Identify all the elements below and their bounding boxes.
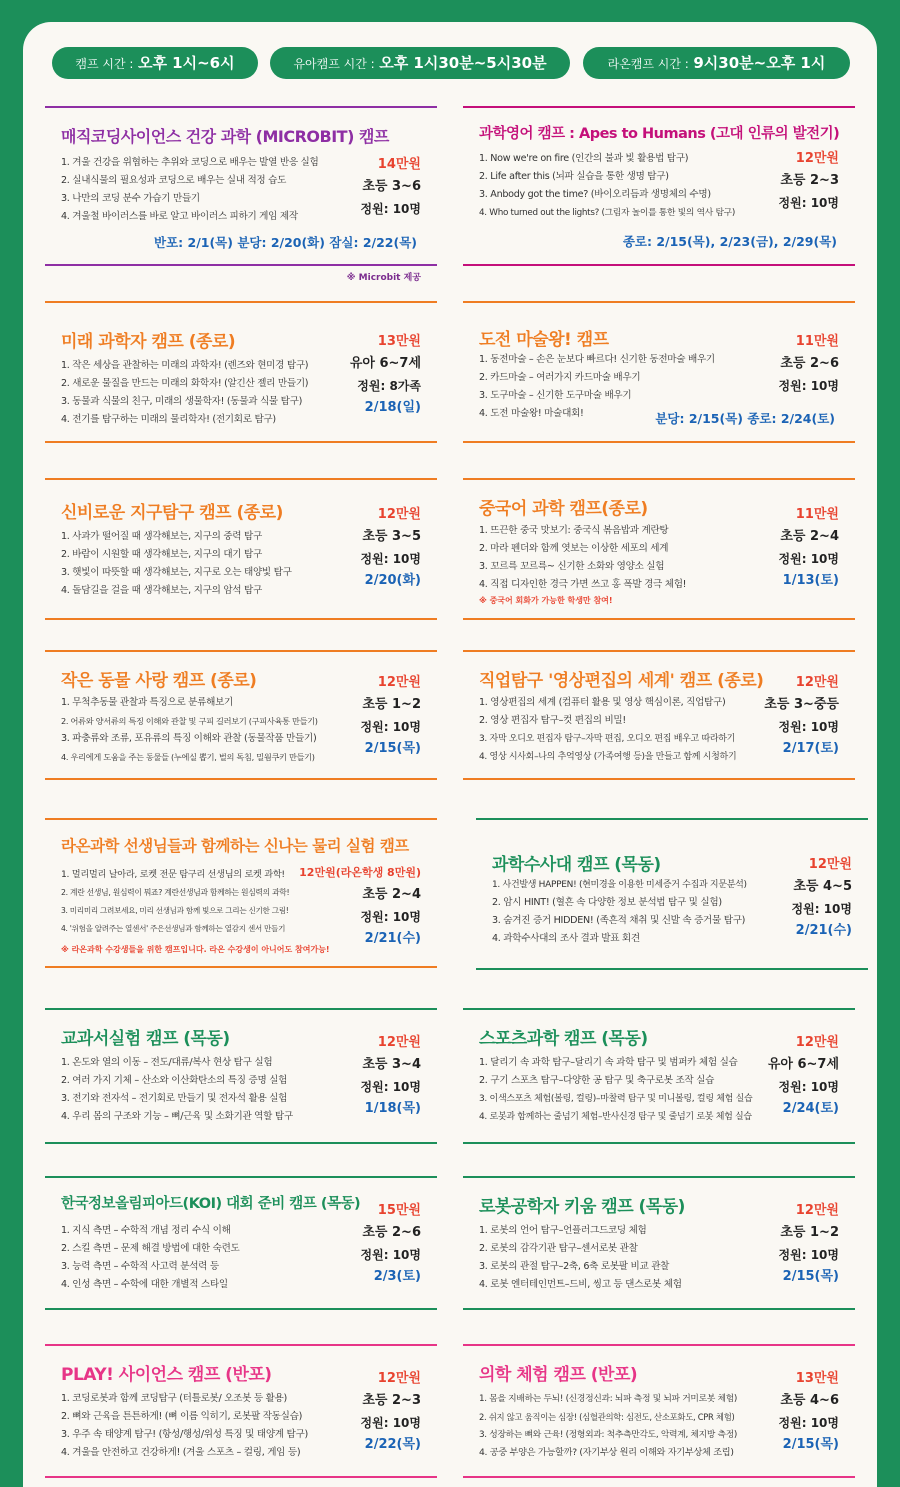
camp-info: [311, 1032, 421, 1120]
camp-price: 13만원: [377, 334, 421, 349]
curriculum-item: 1. 지식 측면 – 수학적 개념 정리 수식 이해: [61, 1225, 231, 1236]
camp-grade: 초등 1~2: [780, 1225, 839, 1240]
camp-title: 신비로운 지구탐구 캠프 (종로): [61, 503, 283, 523]
curriculum-item: 2. Life after this (뇌파 실습을 통한 생명 탐구): [479, 171, 669, 182]
curriculum-item: 2. 계란 선생님, 원심력이 뭐죠? 계란선생님과 함께하는 원심력의 과학!: [61, 888, 290, 897]
curriculum-item: 4. 인성 측면 – 수학에 대한 개별적 스타일: [61, 1279, 228, 1290]
curriculum-item: 3. 파충류와 조류, 포유류의 특징 이해와 관찰 (동물작품 만들기): [61, 733, 317, 744]
camp-capacity: 정원: 10명: [778, 720, 839, 734]
curriculum-item: 4. 로봇 엔터테인먼트–드비, 씽고 등 댄스로봇 체험: [479, 1279, 682, 1290]
camp-info: [729, 672, 839, 760]
curriculum-item: 4. 과학수사대의 조사 결과 발표 회견: [492, 933, 640, 944]
camp-title: 미래 과학자 캠프 (종로): [61, 332, 236, 352]
kids-camp-time-pill: 유아캠프 시간 : 오후 1시30분~5시30분: [270, 47, 570, 79]
curriculum-item: 1. 로봇의 언어 탐구–언플러그드코딩 체험: [479, 1225, 647, 1236]
curriculum-item: 4. 직접 디자인한 경극 가면 쓰고 홍 폭발 경극 체험!: [479, 579, 687, 590]
camp-title: 중국어 과학 캠프(종로): [479, 499, 648, 519]
camp-curriculum: [479, 694, 736, 766]
right-deco-bar: [878, 1080, 900, 1320]
camp-curriculum: [61, 694, 318, 766]
camp-grade: 초등 2~6: [362, 1225, 421, 1240]
camp-card-chinese-science: [463, 478, 855, 620]
camp-date: 1/13(토): [782, 573, 839, 588]
curriculum-item: 2. 암시 HINT! (혈흔 속 다양한 정보 분석법 탐구 및 실험): [492, 897, 722, 908]
left-deco-bar: [0, 1140, 22, 1330]
curriculum-item: 1. 사건발생 HAPPEN! (현미경을 이용한 미세증거 수집과 지문분석): [492, 880, 747, 890]
camp-capacity: 정원: 10명: [778, 196, 839, 210]
camp-date: 2/22(목): [364, 1437, 421, 1452]
camp-title: 과학수사대 캠프 (목동): [492, 855, 661, 875]
camp-grade: 초등 4~5: [793, 879, 852, 894]
camp-grade: 초등 2~4: [780, 529, 839, 544]
camp-curriculum: [61, 1222, 240, 1294]
curriculum-item: 4. Who turned out the lights? (그림자 놀이를 통한 빛의 역사 탐구): [479, 208, 735, 218]
camp-card-magic-coding: [45, 106, 437, 283]
camp-price: 13만원: [795, 1371, 839, 1386]
camp-title: 매직코딩사이언스 건강 과학 (MICROBIT) 캠프: [61, 127, 389, 146]
camp-price: 12만원: [377, 675, 421, 690]
camp-info: [311, 154, 421, 220]
camp-curriculum: [492, 876, 747, 948]
curriculum-item: 3. Anbody got the time? (바이오리듬과 생명체의 수명): [479, 189, 711, 200]
camp-grade: 초등 3~중등: [764, 697, 839, 712]
camp-title: 의학 체험 캠프 (반포): [479, 1365, 638, 1385]
curriculum-item: 2. 바람이 시원할 때 생각해보는, 지구의 대기 탐구: [61, 549, 262, 560]
curriculum-item: 4. 우리 몸의 구조와 기능 – 뼈/근육 및 소화기관 역할 탐구: [61, 1111, 293, 1122]
camp-info: [729, 148, 839, 214]
curriculum-item: 3. 로봇의 관절 탐구–2축, 6축 로봇팔 비교 관찰: [479, 1261, 670, 1272]
camp-grade: 유아 6~7세: [349, 356, 421, 371]
camp-price: 12만원: [795, 1035, 839, 1050]
camp-info: [311, 1368, 421, 1456]
camp-date: 2/21(수): [795, 923, 852, 938]
camp-schedule: 반포: 2/1(목) 분당: 2/20(화) 잠실: 2/22(목): [154, 235, 417, 250]
curriculum-item: 4. '위험을 알려주는 열센서' 주은선생님과 함께하는 열감지 센서 만들기: [61, 924, 286, 933]
camp-time-pill: 캠프 시간 : 오후 1시~6시: [52, 47, 258, 79]
camp-date: 2/21(수): [364, 931, 421, 946]
camp-title: 교과서실험 캠프 (목동): [61, 1029, 230, 1049]
curriculum-item: 2. 구기 스포츠 탐구–다양한 공 탐구 및 축구로봇 조작 실습: [479, 1075, 715, 1086]
camp-capacity: 정원: 10명: [791, 902, 852, 916]
left-deco-bar: [0, 462, 22, 652]
camp-grade: 초등 2~4: [362, 887, 421, 902]
camp-info: [281, 862, 421, 950]
curriculum-item: 3. 성장하는 뼈와 근육! (정형외과: 척추측만각도, 악력계, 체지방 측정): [479, 1430, 738, 1440]
curriculum-item: 1. 영상편집의 세계 (컴퓨터 활용 및 영상 핵심이론, 직업탐구): [479, 697, 726, 708]
curriculum-item: 2. 마라 펜더와 함께 엿보는 이상한 세포의 세계: [479, 543, 669, 554]
camp-grade: 초등 3~5: [362, 529, 421, 544]
camp-card-forensic: [476, 818, 868, 970]
camp-curriculum: [479, 1054, 752, 1126]
camp-note: ※ 중국어 회화가 가능한 학생만 참여!: [479, 596, 613, 605]
camp-title: 직업탐구 '영상편집의 세계' 캠프 (종로): [479, 671, 764, 691]
camp-capacity: 정원: 10명: [360, 720, 421, 734]
camp-capacity: 정원: 10명: [360, 202, 421, 216]
camp-curriculum: [479, 1222, 682, 1294]
camp-price: 11만원: [795, 334, 839, 349]
curriculum-item: 1. 멀리멀리 날아라, 로켓 전문 탐구리 선생님의 로켓 과학!: [61, 869, 285, 880]
camp-price: 12만원: [795, 1203, 839, 1218]
curriculum-item: 3. 숨겨진 증거 HIDDEN! (족흔적 채취 및 신발 속 증거물 탐구): [492, 915, 746, 926]
curriculum-item: 3. 햇빛이 따뜻할 때 생각해보는, 지구로 오는 태양빛 탐구: [61, 567, 292, 578]
camp-card-koi: [45, 1176, 437, 1310]
camp-price: 12만원: [377, 507, 421, 522]
camp-card-raon-physics: [45, 818, 437, 968]
camp-date: 2/17(토): [782, 741, 839, 756]
camp-grade: 초등 4~6: [780, 1393, 839, 1408]
curriculum-item: 4. 로봇과 함께하는 줄넘기 체험–반사신경 탐구 및 줄넘기 로봇 체험 실습: [479, 1112, 752, 1122]
curriculum-item: 4. 겨울을 안전하고 건강하게! (겨울 스포츠 – 컬링, 게임 등): [61, 1447, 301, 1458]
camp-info: [729, 504, 839, 592]
camp-capacity: 정원: 10명: [360, 910, 421, 924]
camp-note: ※ 라온과학 수강생들을 위한 캠프입니다. 라온 수강생이 아니어도 참여가능!: [61, 945, 330, 954]
camp-price: 12만원(라온학생 8만원): [299, 866, 421, 879]
camp-card-textbook-experiment: [45, 1008, 437, 1144]
camp-info: [742, 854, 852, 942]
camp-title: 도전 마술왕! 캠프: [479, 330, 609, 350]
camp-price: 12만원: [795, 675, 839, 690]
camp-date: 2/15(목): [782, 1437, 839, 1452]
camp-curriculum: [479, 522, 686, 594]
camp-price: 12만원: [808, 857, 852, 872]
camp-capacity: 정원: 10명: [778, 552, 839, 566]
camp-title: PLAY! 사이언스 캠프 (반포): [61, 1365, 272, 1385]
camp-capacity: 정원: 10명: [778, 1248, 839, 1262]
camp-card-earth-explore: [45, 478, 437, 620]
camp-schedule: 분당: 2/15(목) 종로: 2/24(토): [655, 411, 835, 426]
camp-date: 2/15(목): [782, 1269, 839, 1284]
curriculum-item: 2. 스킬 측면 – 문제 해결 방법에 대한 숙련도: [61, 1243, 240, 1254]
camp-card-video-editing: [463, 650, 855, 780]
camp-info: [729, 1200, 839, 1288]
curriculum-item: 1. 온도와 열의 이동 – 전도/대류/복사 현상 탐구 실험: [61, 1057, 273, 1068]
camp-title: 라온과학 선생님들과 함께하는 신나는 물리 실험 캠프: [61, 837, 409, 855]
curriculum-item: 4. 도전 마술왕! 마술대회!: [479, 408, 584, 419]
camp-info: [729, 331, 839, 397]
camp-capacity: 정원: 10명: [778, 1080, 839, 1094]
camp-capacity: 정원: 10명: [360, 552, 421, 566]
camp-grade: 초등 2~6: [780, 356, 839, 371]
curriculum-item: 1. 뜨끈한 중국 맛보기: 중국식 볶음밥과 계란탕: [479, 525, 669, 536]
curriculum-item: 1. Now we're on fire (인간의 불과 빛 활용법 탐구): [479, 153, 689, 164]
camp-curriculum: [479, 150, 735, 222]
camp-title: 로봇공학자 키움 캠프 (목동): [479, 1197, 685, 1217]
camp-card-magic-king: [463, 301, 855, 443]
camp-info: [749, 1032, 839, 1120]
camp-grade: 초등 2~3: [362, 1393, 421, 1408]
camp-grade: 초등 2~3: [780, 173, 839, 188]
camp-curriculum: [61, 1054, 293, 1126]
curriculum-item: 2. 어류와 양서류의 특징 이해와 관찰 및 구피 길러보기 (구피사육통 만들기): [61, 716, 318, 726]
curriculum-item: 4. 전기를 탐구하는 미래의 물리학자! (전기회로 탐구): [61, 414, 276, 425]
camp-capacity: 정원: 8가족: [357, 379, 421, 393]
curriculum-item: 4. 돌담길을 걸을 때 생각해보는, 지구의 암석 탐구: [61, 585, 262, 596]
curriculum-item: 2. 여러 가지 기체 – 산소와 이산화탄소의 특징 증명 실험: [61, 1075, 288, 1086]
raon-camp-time-pill: 라온캠프 시간 : 9시30분~오후 1시: [583, 47, 850, 79]
curriculum-item: 2. 실내식물의 필요성과 코딩으로 배우는 실내 적정 습도: [61, 175, 287, 186]
camp-info: [311, 672, 421, 760]
camp-date: 2/20(화): [364, 573, 421, 588]
curriculum-item: 3. 나만의 코딩 분수 가습기 만들기: [61, 193, 200, 204]
camp-price: 12만원: [377, 1035, 421, 1050]
curriculum-item: 1. 달리기 속 과학 탐구–달리기 속 과학 탐구 및 범퍼카 체험 실습: [479, 1057, 738, 1068]
microbit-footnote: ※ Microbit 제공: [346, 273, 421, 283]
curriculum-item: 3. 도구마술 – 신기한 도구마술 배우기: [479, 390, 632, 401]
camp-price: 12만원: [795, 151, 839, 166]
camp-capacity: 정원: 10명: [778, 1416, 839, 1430]
camp-grade: 초등 1~2: [362, 697, 421, 712]
camp-info: [311, 1200, 421, 1288]
camp-card-robot-engineer: [463, 1176, 855, 1310]
camp-date: 2/15(목): [364, 741, 421, 756]
camp-date: 2/3(토): [373, 1269, 421, 1284]
right-deco-bar: [878, 290, 900, 650]
camp-price: 15만원: [377, 1203, 421, 1218]
curriculum-item: 1. 작은 세상을 관찰하는 미래의 과학자! (렌즈와 현미경 탐구): [61, 360, 309, 371]
camp-capacity: 정원: 10명: [360, 1080, 421, 1094]
camp-curriculum: [61, 1390, 308, 1462]
camp-info: [311, 331, 421, 419]
camp-date: 1/18(목): [364, 1101, 421, 1116]
camp-title: 작은 동물 사랑 캠프 (종로): [61, 671, 257, 691]
camp-title: 한국정보올림피아드(KOI) 대회 준비 캠프 (목동): [61, 1196, 361, 1212]
curriculum-item: 2. 새로운 물질을 만드는 미래의 화학자! (알긴산 젤리 만들기): [61, 378, 309, 389]
camp-card-medical: [463, 1344, 855, 1478]
camp-curriculum: [479, 1390, 737, 1462]
curriculum-item: 1. 무척추동물 관찰과 특징으로 분류해보기: [61, 697, 234, 708]
camp-price: 12만원: [377, 1371, 421, 1386]
camp-card-science-english: [463, 106, 855, 266]
camp-curriculum: [61, 154, 319, 226]
camp-curriculum: [61, 528, 292, 600]
camp-capacity: 정원: 10명: [778, 379, 839, 393]
curriculum-item: 3. 능력 측면 – 수학적 사고력 분석력 등: [61, 1261, 219, 1272]
curriculum-item: 4. 우리에게 도움을 주는 동물들 (누에실 뽑기, 벌의 독침, 밀웜쿠키 만들기): [61, 752, 315, 762]
camp-title: 과학영어 캠프 : Apes to Humans (고대 인류의 발전기): [479, 126, 840, 142]
camp-grade: 유아 6~7세: [767, 1057, 839, 1072]
camp-price: 11만원: [795, 507, 839, 522]
curriculum-item: 3. 미리미리 그려보세요, 미리 선생님과 함께 빛으로 그리는 신기한 그림!: [61, 906, 289, 915]
curriculum-item: 1. 사과가 떨어질 때 생각해보는, 지구의 중력 탐구: [61, 531, 262, 542]
camp-capacity: 정원: 10명: [360, 1248, 421, 1262]
camp-curriculum: [61, 866, 289, 938]
curriculum-item: 2. 카드마술 – 여러가지 카드마술 배우기: [479, 372, 641, 383]
camp-grade: 초등 3~6: [362, 179, 421, 194]
camp-capacity: 정원: 10명: [360, 1416, 421, 1430]
curriculum-item: 4. 겨울철 바이러스를 바로 알고 바이러스 피하기 게임 제작: [61, 211, 298, 222]
schedule-pills: [0, 47, 900, 81]
curriculum-item: 3. 이색스포츠 체험(볼링, 컬링)–마찰력 탐구 및 미니볼링, 컬링 체험 실습: [479, 1094, 753, 1104]
camp-schedule: 종로: 2/15(목), 2/23(금), 2/29(목): [622, 234, 837, 249]
curriculum-item: 1. 동전마술 – 손은 눈보다 빠르다! 신기한 동전마술 배우기: [479, 354, 715, 365]
curriculum-item: 3. 우주 속 태양계 탐구! (항성/행성/위성 특징 및 태양계 탐구): [61, 1429, 308, 1440]
camp-grade: 초등 3~4: [362, 1057, 421, 1072]
curriculum-item: 2. 로봇의 감각기관 탐구–센서로봇 관찰: [479, 1243, 638, 1254]
camp-card-small-animals: [45, 650, 437, 780]
camp-date: 2/18(일): [364, 400, 421, 415]
curriculum-item: 1. 몸을 지배하는 두뇌! (신경정신과: 뇌파 측정 및 뇌파 거미로봇 체험): [479, 1394, 738, 1404]
curriculum-item: 3. 동물과 식물의 친구, 미래의 생물학자! (동물과 식물 탐구): [61, 396, 303, 407]
curriculum-item: 3. 꼬르륵 꼬르륵~ 신기한 소화와 영양소 실험: [479, 561, 665, 572]
curriculum-item: 4. 공중 부양은 가능할까? (자기부상 원리 이해와 자기부상체 조립): [479, 1447, 734, 1458]
camp-info: [311, 504, 421, 592]
camp-card-sports-science: [463, 1008, 855, 1144]
curriculum-item: 2. 뼈와 근육을 튼튼하게! (뼈 이름 익히기, 로봇팔 작동실습): [61, 1411, 303, 1422]
camp-curriculum: [61, 357, 308, 429]
camp-title: 스포츠과학 캠프 (목동): [479, 1029, 648, 1049]
curriculum-item: 3. 자막 오디오 편집자 탐구–자막 편집, 오디오 편집 배우고 따라하기: [479, 734, 736, 744]
camp-card-play-science: [45, 1344, 437, 1478]
curriculum-item: 1. 겨울 건강을 위협하는 추위와 코딩으로 배우는 발열 반응 실험: [61, 157, 319, 168]
camp-date: 2/24(토): [782, 1101, 839, 1116]
curriculum-item: 4. 영상 시사회–나의 추억영상 (가족여행 등)을 만들고 함께 시청하기: [479, 752, 737, 762]
camp-info: [729, 1368, 839, 1456]
curriculum-item: 1. 코딩로봇과 함께 코딩탐구 (터틀로봇/ 오조봇 등 활용): [61, 1393, 287, 1404]
camp-price: 14만원: [377, 157, 421, 172]
curriculum-item: 2. 영상 편집자 탐구–컷 편집의 비밀!: [479, 715, 626, 726]
camp-card-future-scientist: [45, 301, 437, 443]
curriculum-item: 3. 전기와 전자석 – 전기회로 만들기 및 전자석 활용 실험: [61, 1093, 288, 1104]
curriculum-item: 2. 쉬지 않고 움직이는 심장! (심혈관의학: 심전도, 산소포화도, CPR 체험): [479, 1412, 735, 1422]
